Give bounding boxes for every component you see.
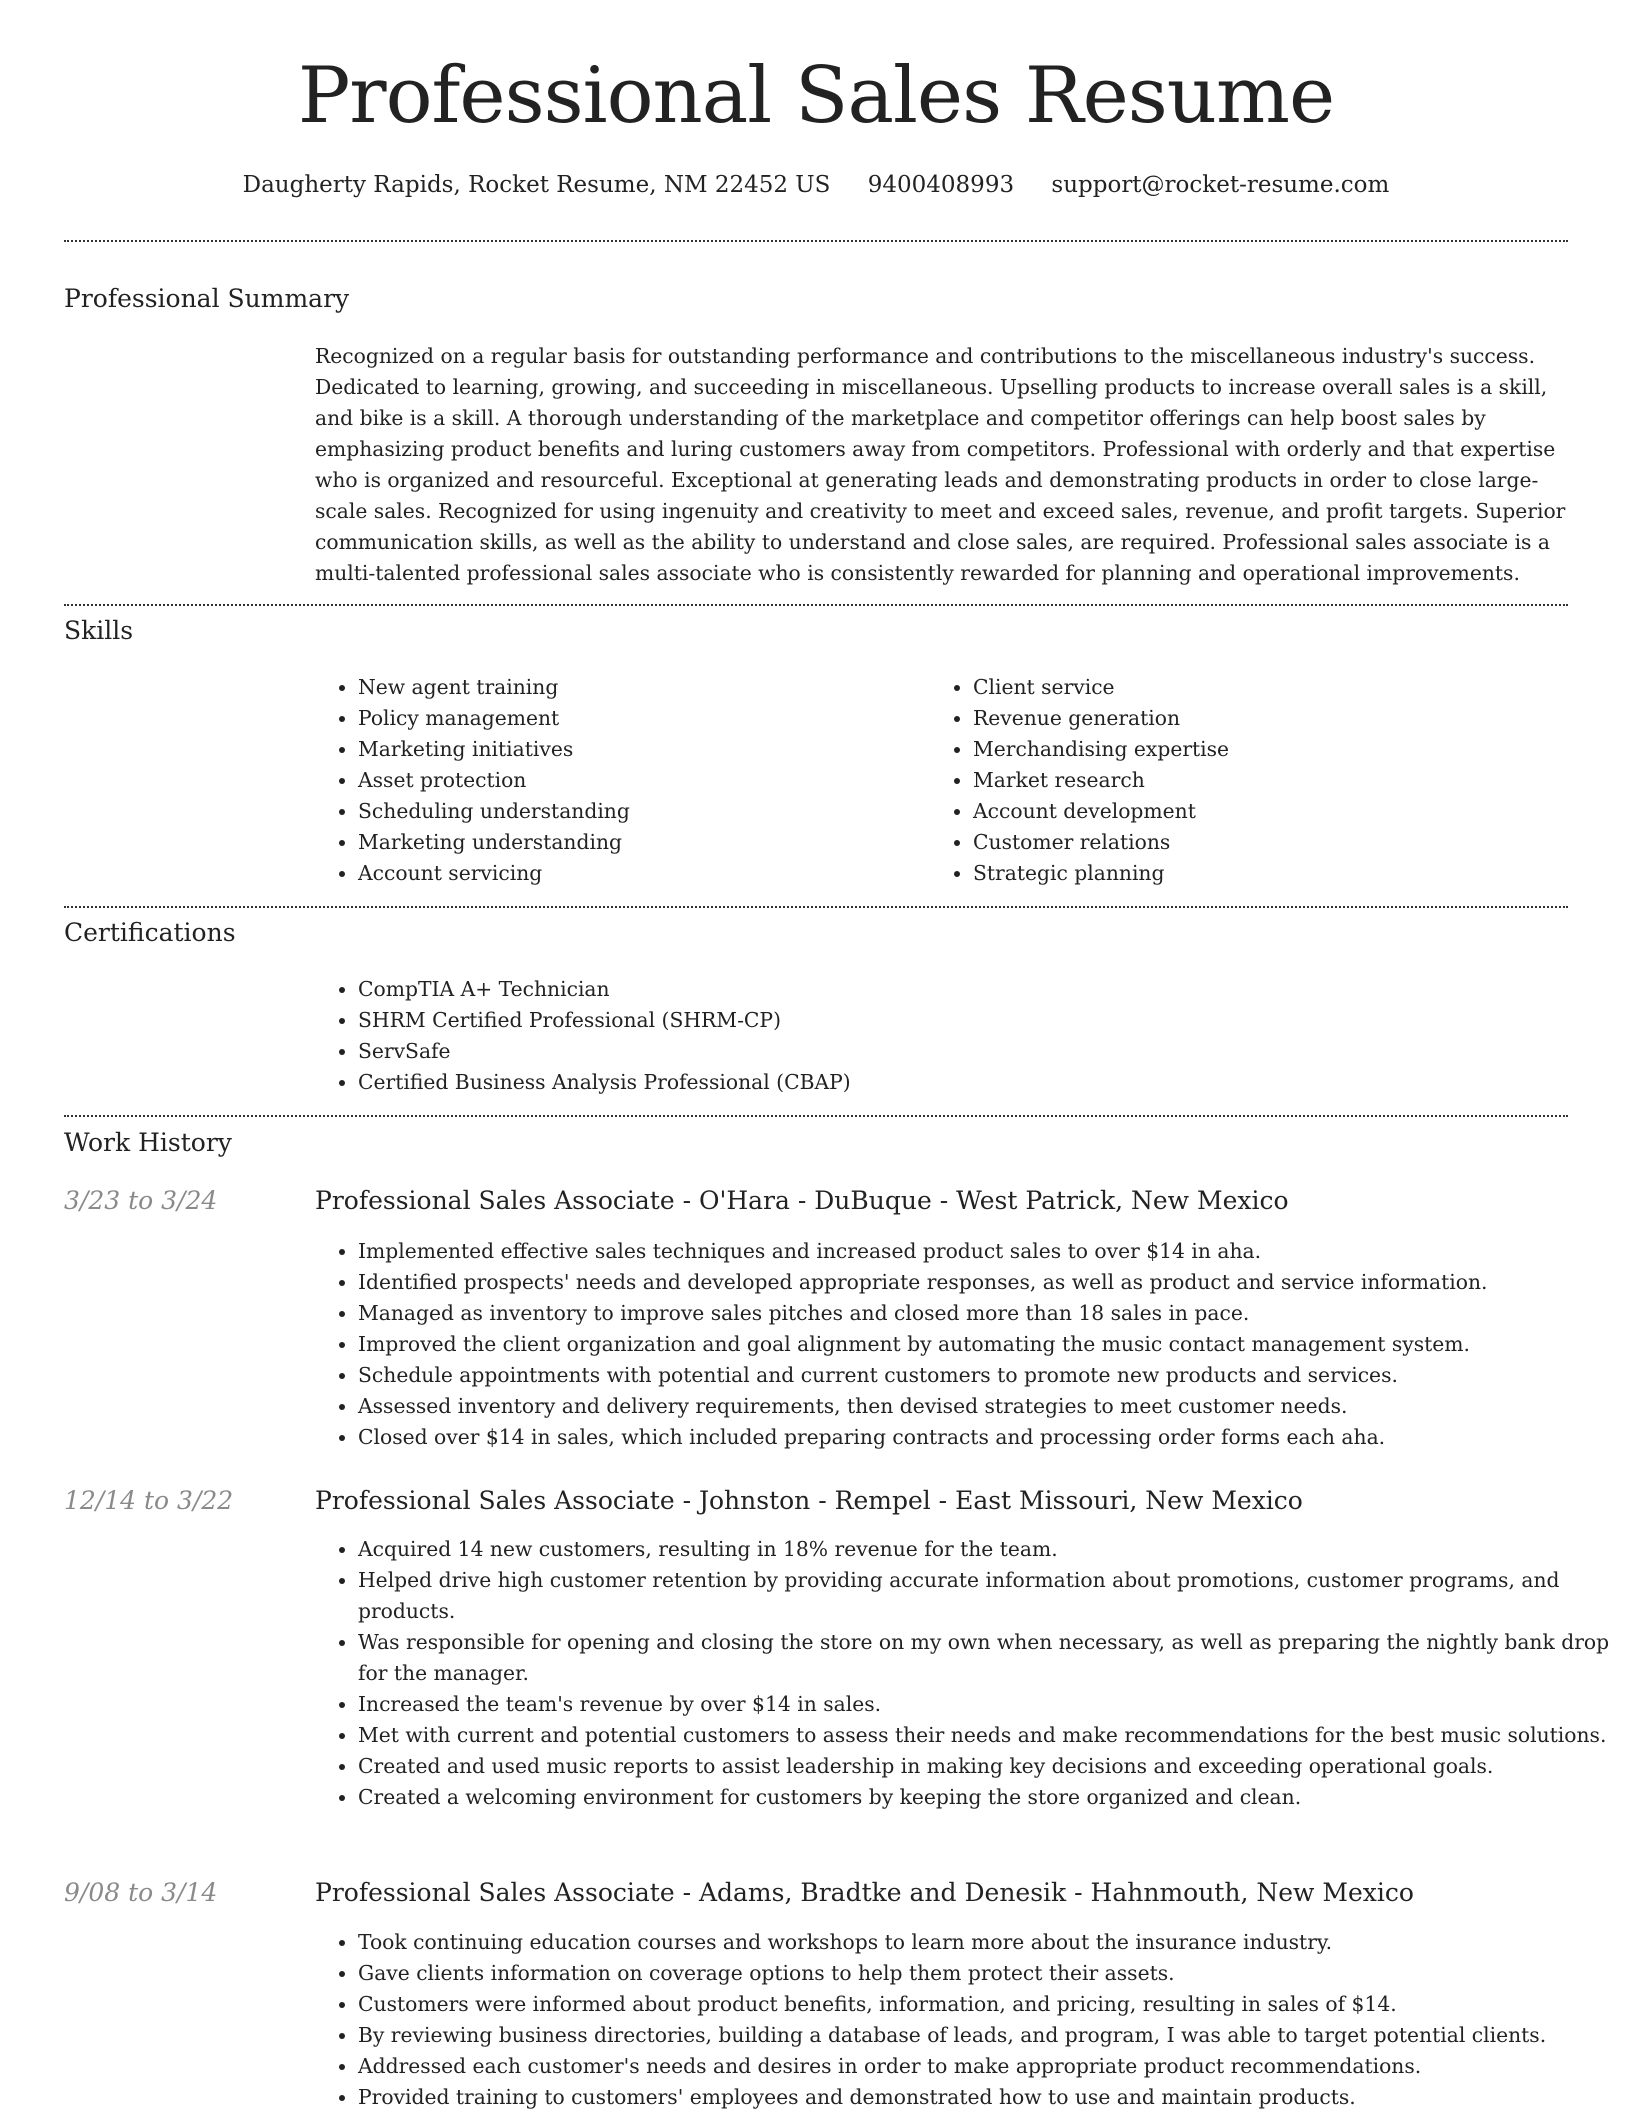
- skill-item: • Customer relations: [973, 827, 1533, 858]
- contact-line: [0, 172, 1632, 200]
- certification-item: • ServSafe: [358, 1036, 1608, 1067]
- certification-item: • Certified Business Analysis Professional (CBAP): [358, 1067, 1608, 1098]
- job-date: 9/08 to 3/14: [64, 1878, 218, 1907]
- job-bullet: • Gave clients information on coverage options to help them protect their assets.: [358, 1958, 1612, 1989]
- job-date: 12/14 to 3/22: [64, 1486, 234, 1515]
- section-title-certifications: Certifications: [64, 918, 236, 947]
- skill-item: • Policy management: [358, 703, 918, 734]
- job-bullets: [314, 1236, 1612, 1453]
- job-bullet: • Closed over $14 in sales, which included preparing contracts and processing order forms each aha.: [358, 1422, 1612, 1453]
- divider: [64, 906, 1568, 908]
- skill-item: • Merchandising expertise: [973, 734, 1533, 765]
- skill-item: • Marketing understanding: [358, 827, 918, 858]
- skill-item: • Marketing initiatives: [358, 734, 918, 765]
- skills-list-left: [314, 672, 918, 889]
- job-bullet: • Assessed inventory and delivery requirements, then devised strategies to meet customer needs.: [358, 1391, 1612, 1422]
- job-bullet: • Increased the team's revenue by over $14 in sales.: [358, 1689, 1612, 1720]
- contact-email[interactable]: support@rocket-resume.com: [1051, 172, 1390, 198]
- divider: [64, 1115, 1568, 1117]
- job-bullet: • Helped drive high customer retention by providing accurate information about promotions, customer programs, and products.: [358, 1565, 1612, 1627]
- job-bullet: • Improved the client organization and goal alignment by automating the music contact management system.: [358, 1329, 1612, 1360]
- skill-item: • Client service: [973, 672, 1533, 703]
- skills-list-right: [929, 672, 1533, 889]
- summary-text: Recognized on a regular basis for outstanding performance and contributions to the miscellaneous industry's success. Dedicated to learning, growing, and succeeding in miscellaneous. Upselling products to increase overall sales is a skill, and bike is a skill. A thorough understanding of the marketplace and competitor offerings can help boost sales by emphasizing product benefits and luring customers away from competitors. Professional with orderly and that expertise who is organized and resourceful. Exceptional at generating leads and demonstrating products in order to close large-scale sales. Recognized for using ingenuity and creativity to meet and exceed sales, revenue, and profit targets. Superior communication skills, as well as the ability to understand and close sales, are required. Professional sales associate is a multi-talented professional sales associate who is consistently rewarded for planning and operational improvements.: [315, 344, 1566, 585]
- job-bullet: • Identified prospects' needs and developed appropriate responses, as well as product and service information.: [358, 1267, 1612, 1298]
- job-bullet: • Managed as inventory to improve sales pitches and closed more than 18 sales in pace.: [358, 1298, 1612, 1329]
- skill-item: • Account development: [973, 796, 1533, 827]
- job-bullet: • Customers were informed about product benefits, information, and pricing, resulting in sales of $14.: [358, 1989, 1612, 2020]
- job-bullet: • Was responsible for opening and closing the store on my own when necessary, as well as preparing the nightly bank drop for the manager.: [358, 1627, 1612, 1689]
- contact-phone[interactable]: 9400408993: [867, 172, 1015, 198]
- job-bullet: • Addressed each customer's needs and desires in order to make appropriate product recommendations.: [358, 2051, 1612, 2082]
- divider: [64, 240, 1568, 242]
- job-title: Professional Sales Associate - Johnston - Rempel - East Missouri, New Mexico: [315, 1486, 1303, 1515]
- job-bullet: • Met with current and potential customers to assess their needs and make recommendations for the best music solutions.: [358, 1720, 1612, 1751]
- skill-item: • Revenue generation: [973, 703, 1533, 734]
- divider: [64, 604, 1568, 606]
- job-bullet: • Took continuing education courses and workshops to learn more about the insurance industry.: [358, 1927, 1612, 1958]
- job-bullet: • Provided training to customers' employees and demonstrated how to use and maintain products.: [358, 2082, 1612, 2113]
- job-bullet: • Created a welcoming environment for customers by keeping the store organized and clean.: [358, 1782, 1612, 1813]
- contact-address: Daugherty Rapids, Rocket Resume, NM 22452 US: [242, 172, 831, 198]
- skill-item: • New agent training: [358, 672, 918, 703]
- resume-title: Professional Sales Resume: [297, 51, 1335, 141]
- job-bullets: [314, 1927, 1612, 2113]
- job-title: Professional Sales Associate - O'Hara - DuBuque - West Patrick, New Mexico: [315, 1186, 1289, 1215]
- section-title-work-history: Work History: [64, 1128, 232, 1157]
- skill-item: • Market research: [973, 765, 1533, 796]
- job-bullet: • Schedule appointments with potential and current customers to promote new products and services.: [358, 1360, 1612, 1391]
- section-title-summary: Professional Summary: [64, 284, 350, 313]
- skill-item: • Strategic planning: [973, 858, 1533, 889]
- certification-item: • CompTIA A+ Technician: [358, 974, 1608, 1005]
- certification-item: • SHRM Certified Professional (SHRM-CP): [358, 1005, 1608, 1036]
- job-bullet: • Created and used music reports to assist leadership in making key decisions and exceeding operational goals.: [358, 1751, 1612, 1782]
- section-title-skills: Skills: [64, 616, 134, 645]
- skill-item: • Account servicing: [358, 858, 918, 889]
- job-date: 3/23 to 3/24: [64, 1186, 218, 1215]
- certifications-list: [314, 974, 1608, 1098]
- job-bullet: • Implemented effective sales techniques and increased product sales to over $14 in aha.: [358, 1236, 1612, 1267]
- skill-item: • Asset protection: [358, 765, 918, 796]
- skill-item: • Scheduling understanding: [358, 796, 918, 827]
- job-bullets: [314, 1534, 1612, 1813]
- job-bullet: • By reviewing business directories, building a database of leads, and program, I was able to target potential clients.: [358, 2020, 1612, 2051]
- job-bullet: • Acquired 14 new customers, resulting in 18% revenue for the team.: [358, 1534, 1612, 1565]
- job-title: Professional Sales Associate - Adams, Bradtke and Denesik - Hahnmouth, New Mexico: [315, 1878, 1414, 1907]
